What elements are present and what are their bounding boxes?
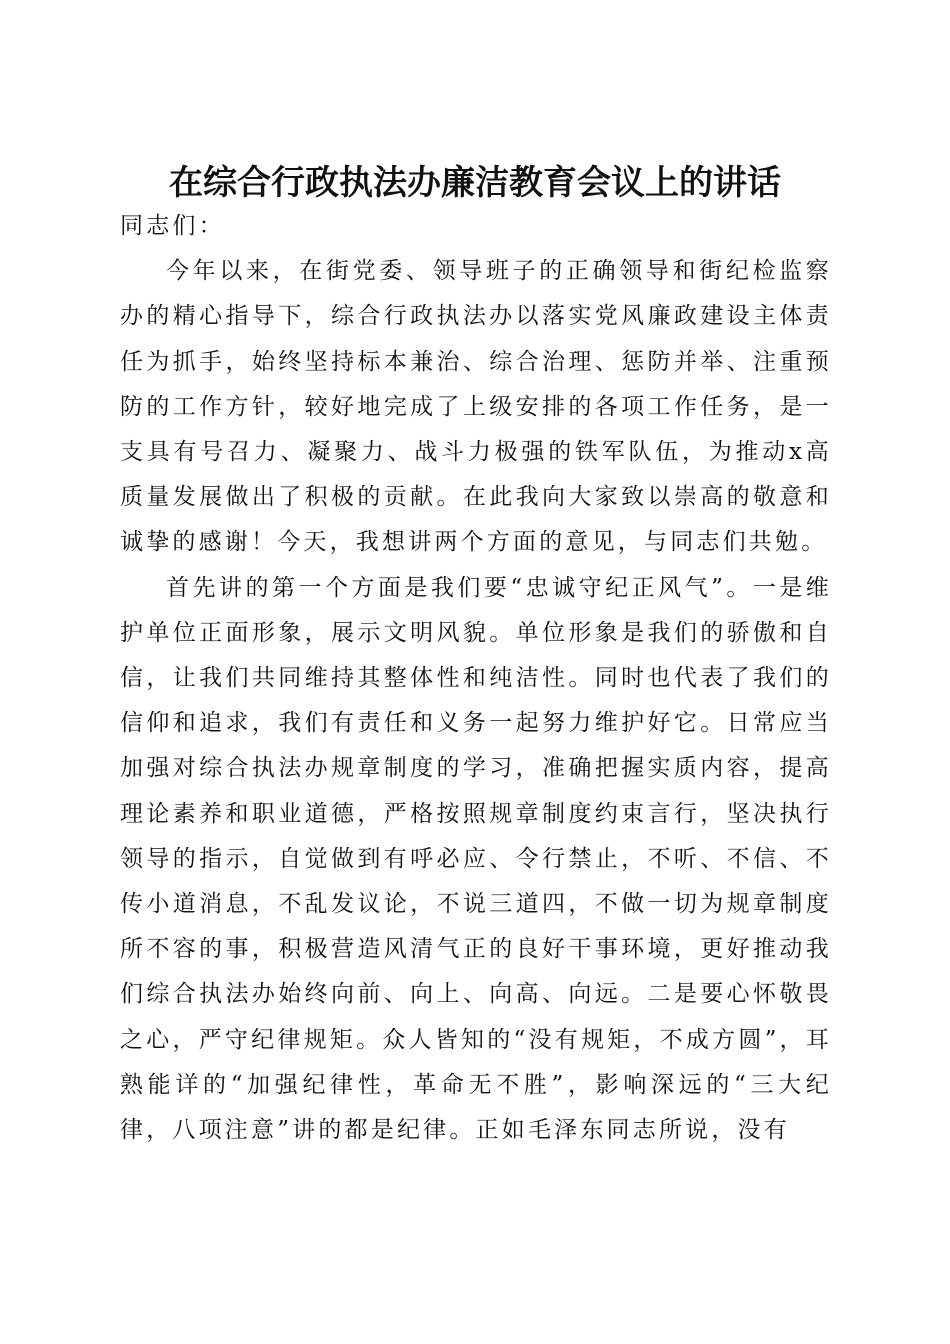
document-body xyxy=(120,204,832,1153)
paragraph-2: 首先讲的第一个方面是我们要“忠诚守纪正风气”。一是维护单位正面形象，展示文明风貌。单位形象是我们的骄傲和自信，让我们共同维持其整体性和纯洁性。同时也代表了我们的信仰和追求，我们有责任和义务一起努力维护好它。日常应当加强对综合执法办规章制度的学习，准确把握实质内容，提高理论素养和职业道德，严格按照规章制度约束言行，坚决执行领导的指示，自觉做到有呼必应、令行禁止，不听、不信、不传小道消息，不乱发议论，不说三道四，不做一切为规章制度所不容的事，积极营造风清气正的良好干事环境，更好推动我们综合执法办始终向前、向上、向高、向远。二是要心怀敬畏之心，严守纪律规矩。众人皆知的“没有规矩，不成方圆”，耳熟能详的“加强纪律性，革命无不胜”，影响深远的“三大纪律，八项注意”讲的都是纪律。正如毛泽东同志所说，没有 xyxy=(120,574,832,1144)
paragraph-1: 今年以来，在街党委、领导班子的正确领导和街纪检监察办的精心指导下，综合行政执法办以落实党风廉政建设主体责任为抓手，始终坚持标本兼治、综合治理、惩防并举、注重预防的工作方针，较好地完成了上级安排的各项工作任务，是一支具有号召力、凝聚力、战斗力极强的铁军队伍，为推动x高质量发展做出了积极的贡献。在此我向大家致以崇高的敬意和诚挚的感谢！今天，我想讲两个方面的意见，与同志们共勉。 xyxy=(120,258,832,556)
document-title: 在综合行政执法办廉洁教育会议上的讲话 xyxy=(169,162,781,203)
salutation: 同志们： xyxy=(120,213,225,239)
